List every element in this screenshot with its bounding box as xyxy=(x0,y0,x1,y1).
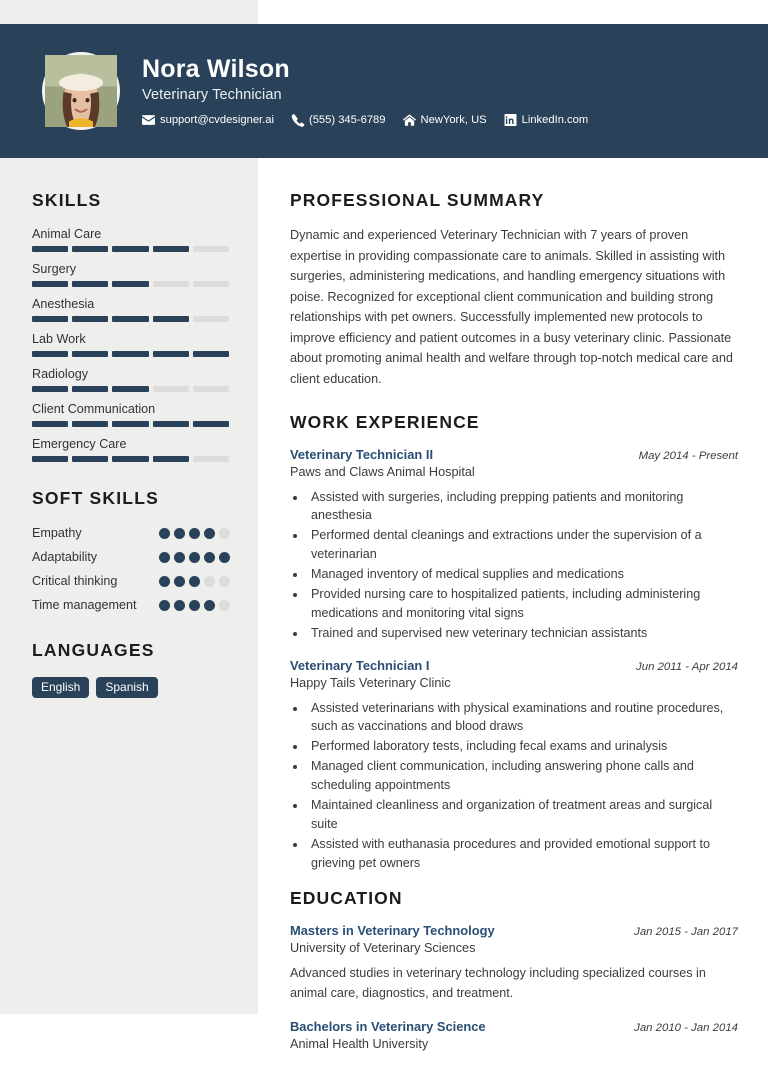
skill-level-bar xyxy=(32,246,229,252)
rating-dot xyxy=(219,600,230,611)
skill-level-segment xyxy=(32,281,68,287)
soft-skill-rating xyxy=(159,573,230,587)
skill-level-bar xyxy=(32,456,229,462)
language-list xyxy=(32,677,230,698)
skill-level-segment xyxy=(72,386,108,392)
languages-section xyxy=(32,640,230,698)
entry-organization: Animal Health University xyxy=(290,1037,429,1052)
soft-skill-name: Adaptability xyxy=(32,550,98,564)
contact-list xyxy=(142,114,588,126)
rating-dot xyxy=(219,552,230,563)
professional-summary-section xyxy=(290,190,738,390)
skill-level-segment xyxy=(153,351,189,357)
language-pill: Spanish xyxy=(96,677,157,698)
skill-name: Anesthesia xyxy=(32,297,95,311)
rating-dot xyxy=(189,600,200,611)
education-heading: EDUCATION xyxy=(290,887,403,908)
soft-skill-row xyxy=(32,573,230,590)
skill-level-segment xyxy=(153,421,189,427)
soft-skills-list xyxy=(32,525,230,614)
entry-bullet: • Provided nursing care to hospitalized patients, including administering medications and monitoring vital signs xyxy=(307,585,738,623)
entry-bullet: • Assisted with surgeries, including prepping patients and monitoring anesthesia xyxy=(307,488,738,526)
skill-level-bar xyxy=(32,386,229,392)
experience-entry xyxy=(290,447,738,643)
skill-level-segment xyxy=(32,246,68,252)
soft-skill-rating xyxy=(159,597,230,611)
skill-level-segment xyxy=(193,386,229,392)
skill-level-segment xyxy=(32,421,68,427)
rating-dot xyxy=(219,576,230,587)
soft-skill-row xyxy=(32,525,230,542)
skill-level-segment xyxy=(193,246,229,252)
skill-name: Surgery xyxy=(32,262,77,276)
entry-date: Jun 2011 - Apr 2014 xyxy=(636,660,738,673)
entry-bullet: • Assisted veterinarians with physical examinations and routine procedures, such as vaccinations and blood draws xyxy=(307,699,738,737)
skill-level-segment xyxy=(153,316,189,322)
skill-level-bar xyxy=(32,281,229,287)
professional-summary-text: Dynamic and experienced Veterinary Technician with 7 years of proven expertise in providing compassionate care to animals. Skilled in assisting with surgeries, administering medications, and handling emergency situations with poise. Recognized for exceptional client communication and building strong relationships with pet owners. Successfully implemented new protocols to improve efficiency and patient outcomes in a busy veterinary clinic. Passionate about promoting animal health and welfare through top-notch medical care and client education. xyxy=(290,228,733,387)
soft-skill-row xyxy=(32,597,230,614)
contact-email[interactable] xyxy=(142,114,274,126)
skill-level-segment xyxy=(32,351,68,357)
skill-row xyxy=(32,437,230,462)
rating-dot xyxy=(174,528,185,539)
skill-level-segment xyxy=(32,456,68,462)
entry-header xyxy=(290,1019,738,1036)
entry-bullet: • Trained and supervised new veterinary technician assistants xyxy=(307,624,738,643)
skill-level-segment xyxy=(112,456,148,462)
soft-skill-name: Time management xyxy=(32,598,137,612)
entry-title[interactable]: Masters in Veterinary Technology xyxy=(290,922,495,938)
entry-bullet-list xyxy=(307,488,738,643)
rating-dot xyxy=(204,528,215,539)
soft-skill-rating xyxy=(159,549,230,563)
rating-dot xyxy=(159,600,170,611)
skill-level-segment xyxy=(112,246,148,252)
languages-heading: LANGUAGES xyxy=(32,640,155,660)
soft-skills-section xyxy=(32,488,230,614)
rating-dot xyxy=(189,576,200,587)
soft-skills-heading: SOFT SKILLS xyxy=(32,488,159,508)
entry-date: Jan 2010 - Jan 2014 xyxy=(634,1021,738,1034)
contact-location-text: NewYork, US xyxy=(420,114,487,127)
skill-row xyxy=(32,332,230,357)
skill-level-segment xyxy=(153,386,189,392)
rating-dot xyxy=(204,552,215,563)
skill-level-segment xyxy=(193,456,229,462)
entry-title[interactable]: Veterinary Technician I xyxy=(290,657,430,673)
rating-dot xyxy=(219,528,230,539)
skill-level-bar xyxy=(32,316,229,322)
entry-date: Jan 2015 - Jan 2017 xyxy=(634,925,738,938)
education-list xyxy=(290,923,738,1054)
work-experience-section xyxy=(290,412,738,873)
skill-level-segment xyxy=(72,421,108,427)
skill-level-bar xyxy=(32,351,229,357)
skill-name: Lab Work xyxy=(32,332,86,346)
sidebar xyxy=(0,158,258,698)
avatar xyxy=(42,52,120,130)
work-experience-heading: WORK EXPERIENCE xyxy=(290,411,480,432)
entry-header xyxy=(290,447,738,464)
soft-skill-row xyxy=(32,549,230,566)
rating-dot xyxy=(159,576,170,587)
entry-date: May 2014 - Present xyxy=(638,449,738,462)
skills-section xyxy=(32,190,230,462)
phone-icon xyxy=(291,114,304,126)
rating-dot xyxy=(159,552,170,563)
skill-name: Client Communication xyxy=(32,402,156,416)
skill-name: Animal Care xyxy=(32,227,102,241)
professional-summary-heading: PROFESSIONAL SUMMARY xyxy=(290,190,545,210)
skills-heading: SKILLS xyxy=(32,190,102,210)
education-section xyxy=(290,888,738,1054)
home-icon xyxy=(403,114,416,126)
skill-level-segment xyxy=(72,316,108,322)
skill-level-segment xyxy=(72,281,108,287)
resume-header xyxy=(0,24,768,158)
job-role: Veterinary Technician xyxy=(142,87,282,104)
entry-title[interactable]: Veterinary Technician II xyxy=(290,446,434,462)
contact-phone-text: (555) 345-6789 xyxy=(308,114,386,127)
skill-level-segment xyxy=(193,281,229,287)
envelope-icon xyxy=(142,114,155,126)
entry-description: Advanced studies in veterinary technology including specialized courses in animal care, diagnostics, and treatment. xyxy=(290,966,706,1000)
skill-level-segment xyxy=(112,421,148,427)
education-entry xyxy=(290,923,738,1004)
entry-bullet: • Managed inventory of medical supplies and medications xyxy=(307,565,738,584)
entry-bullet: • Assisted with euthanasia procedures and provided emotional support to grieving pet owners xyxy=(307,835,738,873)
soft-skill-name: Empathy xyxy=(32,526,82,540)
skill-level-segment xyxy=(72,351,108,357)
entry-bullet: • Managed client communication, including answering phone calls and scheduling appointments xyxy=(307,757,738,795)
contact-linkedin-text: LinkedIn.com xyxy=(521,114,589,127)
soft-skill-rating xyxy=(159,525,230,539)
contact-location xyxy=(403,114,487,126)
entry-title[interactable]: Bachelors in Veterinary Science xyxy=(290,1018,486,1034)
skill-level-bar xyxy=(32,421,229,427)
entry-organization: Paws and Claws Animal Hospital xyxy=(290,465,475,480)
skill-row xyxy=(32,297,230,322)
skill-level-segment xyxy=(193,316,229,322)
skill-row xyxy=(32,367,230,392)
main-content xyxy=(258,158,768,1068)
rating-dot xyxy=(174,552,185,563)
education-entry xyxy=(290,1019,738,1054)
entry-header xyxy=(290,923,738,940)
contact-phone[interactable] xyxy=(291,114,386,126)
rating-dot xyxy=(159,528,170,539)
entry-bullet-list xyxy=(307,699,738,873)
entry-header xyxy=(290,658,738,675)
rating-dot xyxy=(174,600,185,611)
rating-dot xyxy=(174,576,185,587)
skill-level-segment xyxy=(193,351,229,357)
rating-dot xyxy=(189,528,200,539)
entry-organization: Happy Tails Veterinary Clinic xyxy=(290,676,451,691)
entry-bullet: • Maintained cleanliness and organization of treatment areas and surgical suite xyxy=(307,796,738,834)
skill-level-segment xyxy=(193,421,229,427)
skill-level-segment xyxy=(153,456,189,462)
soft-skill-name: Critical thinking xyxy=(32,574,118,588)
skill-row xyxy=(32,262,230,287)
skill-level-segment xyxy=(112,351,148,357)
page-title: Nora Wilson xyxy=(142,54,290,83)
skill-row xyxy=(32,402,230,427)
skill-level-segment xyxy=(72,246,108,252)
experience-entry xyxy=(290,658,738,873)
skill-level-segment xyxy=(153,246,189,252)
linkedin-icon xyxy=(504,114,517,126)
skills-list xyxy=(32,227,230,462)
skill-level-segment xyxy=(72,456,108,462)
contact-linkedin[interactable] xyxy=(504,114,589,126)
skill-name: Emergency Care xyxy=(32,437,127,451)
skill-level-segment xyxy=(112,386,148,392)
work-experience-list xyxy=(290,447,738,873)
language-pill: English xyxy=(32,677,89,698)
rating-dot xyxy=(204,600,215,611)
entry-bullet: • Performed laboratory tests, including fecal exams and urinalysis xyxy=(307,737,738,756)
entry-organization: University of Veterinary Sciences xyxy=(290,941,476,956)
skill-level-segment xyxy=(153,281,189,287)
skill-level-segment xyxy=(32,386,68,392)
skill-level-segment xyxy=(112,316,148,322)
entry-bullet: • Performed dental cleanings and extractions under the supervision of a veterinarian xyxy=(307,526,738,564)
contact-email-text: support@cvdesigner.ai xyxy=(160,114,274,127)
skill-level-segment xyxy=(32,316,68,322)
rating-dot xyxy=(189,552,200,563)
skill-name: Radiology xyxy=(32,367,89,381)
rating-dot xyxy=(204,576,215,587)
skill-level-segment xyxy=(112,281,148,287)
skill-row xyxy=(32,227,230,252)
identity-block xyxy=(142,56,588,127)
